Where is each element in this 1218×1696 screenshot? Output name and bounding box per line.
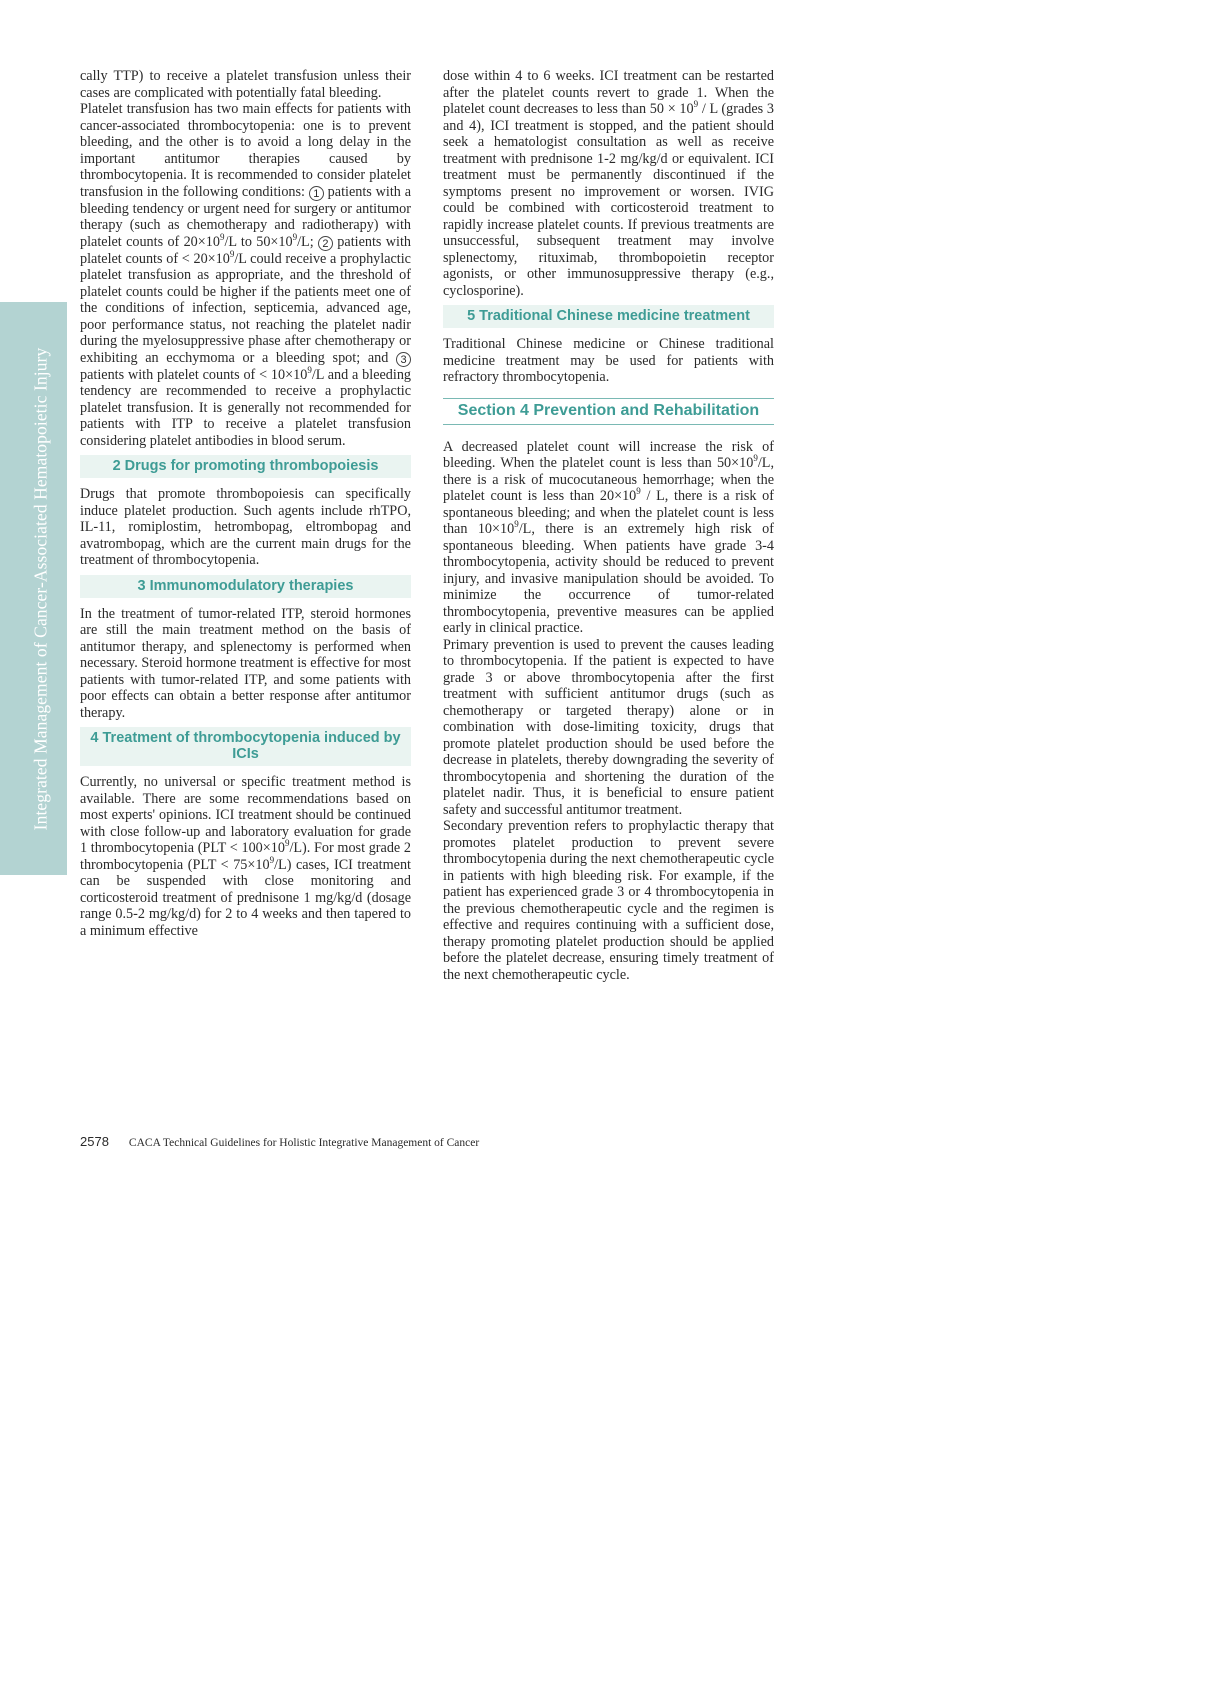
running-title: CACA Technical Guidelines for Holistic Integrative Management of Cancer [128,1137,480,1149]
paragraph: Drugs that promote thrombopoiesis can specifically induce platelet production. Such agents include rhTPO, IL-11, romiplostim, hetrombopag, eltrombopag and avatrombopag, which are the current main drugs for the treatment of thrombocytopenia. [80,486,411,568]
paragraph: Traditional Chinese medicine or Chinese traditional medicine treatment may be used for patients with refractory thrombocytopenia. [443,336,774,385]
superscript: 9 [292,231,298,242]
right-column [443,68,774,983]
paragraph: cally TTP) to receive a platelet transfusion unless their cases are complicated with potentially fatal bleeding. [80,68,411,101]
subheading: 4 Treatment of thrombocytopenia induced by ICIs [80,727,411,766]
circled-number: 3 [396,352,411,367]
superscript: 9 [753,453,758,463]
paragraph: Primary prevention is used to prevent the causes leading to thrombocytopenia. If the patient is expected to have grade 3 or above thrombocytopenia after the first treatment with sufficient antitumor drugs (such as chemotherapy or targeted therapy) alone or in combination with dose-limiting toxicity, drugs that promote platelet production should be used before the decrease in platelets, thereby downgrading the severity of thrombocytopenia and shortening the duration of the platelet nadir. Thus, it is beneficial to ensure patient safety and successful antitumor treatment. [443,636,774,818]
superscript: 9 [219,231,225,242]
paragraph: A decreased platelet count will increase the risk of bleeding. When the platelet count is less than $50\times 10^9/L$, there is a risk of mucocutaneous hemorrhage; when the platelet count is less than $20\times 10^9 / L$, there is a risk of spontaneous bleeding; and when the platelet count is less than $10\times 10^9/L$, there is an extremely high risk of spontaneous bleeding. When patients have grade 3-4 thrombocytopenia, activity should be reduced to prevent injury, and invasive manipulation should be avoided. To minimize the occurrence of tumor-related thrombocytopenia, preventive measures can be applied early in clinical practice. [443,438,774,636]
paragraph: In the treatment of tumor-related ITP, steroid hormones are still the main treatment method on the basis of antitumor therapy, and splenectomy is performed when necessary. Steroid hormone treatment is effective for most patients with tumor-related ITP, and some patients with poor effects can obtain a better response after antitumor therapy. [80,605,411,721]
subheading: 5 Traditional Chinese medicine treatment [443,305,774,328]
section-heading: Section 4 Prevention and Rehabilitation [443,398,774,425]
subheading: 3 Immunomodulatory therapies [80,575,411,598]
page-footer [80,1134,479,1149]
paragraph: Platelet transfusion has two main effects for patients with cancer-associated thrombocytopenia: one is to prevent bleeding, and the other is to avoid a long delay in the important antitumor therapies caused by thrombocytopenia. It is recommended to consider platelet transfusion in the following conditions: 1 patients with a bleeding tendency or urgent need for surgery or antitumor therapy (such as chemotherapy and radiotherapy) with platelet counts of $20\times 10^9/L$ to $50\times 10^9/L$; 2 patients with platelet counts of < $20\times 10^9/L$ could receive a prophylactic platelet transfusion as appropriate, and the threshold of platelet counts could be higher if the patients meet one of the conditions of infection, septicemia, advanced age, poor performance status, not reaching the platelet nadir during the myelosuppressive phase after chemotherapy or exhibiting an ecchymoma or a bleeding spot; and 3 patients with platelet counts of < $10\times 10^9/L$ and a bleeding tendency are recommended to receive a prophylactic platelet transfusion. It is generally not recommended for patients with ITP to receive a platelet transfusion considering platelet antibodies in blood serum. [80,101,412,449]
superscript: 9 [514,519,519,529]
superscript: 9 [229,248,235,259]
subheading: 2 Drugs for promoting thrombopoiesis [80,455,411,478]
left-column [80,68,411,939]
circled-number: 1 [309,186,324,201]
superscript: 9 [284,838,290,848]
paragraph: Secondary prevention refers to prophylactic therapy that promotes platelet production to prevent severe thrombocytopenia during the next chemotherapeutic cycle in patients with high bleeding risk. For example, if the patient has experienced grade 3 or 4 thrombocytopenia in the previous chemotherapeutic cycle and the regimen is effective and requires continuing with a sufficient dose, therapy promoting platelet production should be applied before the platelet decrease, ensuring timely treatment of the next chemotherapeutic cycle. [443,818,774,983]
paragraph: Currently, no universal or specific treatment method is available. There are some recommendations based on most experts' opinions. ICI treatment should be continued with close follow-up and laboratory evaluation for grade 1 thrombocytopenia $(PLT < 100\times 10^9/L)$. For most grade 2 thrombocytopenia $(PLT < 75\times 10^9/L)$ cases, ICI treatment can be suspended with close monitoring and corticosteroid treatment of prednisone 1 mg/kg/d (dosage range 0.5-2 mg/kg/d) for 2 to 4 weeks and then tapered to a minimum effective [80,774,411,939]
superscript: 9 [269,854,275,865]
page-number: 2578 [80,1134,109,1149]
superscript: 9 [636,486,641,496]
superscript: 9 [693,99,699,109]
paragraph: dose within 4 to 6 weeks. ICI treatment can be restarted after the platelet counts revert to grade 1. When the platelet count decreases to less than $50 \times 10^9 / L$ (grades 3 and 4), ICI treatment is stopped, and the patient should seek a hematologist consultation as well as receive treatment with prednisone 1-2 mg/kg/d or equivalent. ICI treatment must be permanently discontinued if the symptoms present no improvement or worsen. IVIG could be combined with corticosteroid treatment to rapidly increase platelet counts. If previous treatments are unsuccessful, subsequent treatment may involve splenectomy, rituximab, thrombopoietin receptor agonists, or other immunosuppressive therapy (e.g., cyclosporine). [443,68,774,299]
side-tab-title: Integrated Management of Cancer-Associated Hematopoietic Injury [30,347,51,831]
circled-number: 2 [318,236,333,251]
superscript: 9 [307,364,312,375]
